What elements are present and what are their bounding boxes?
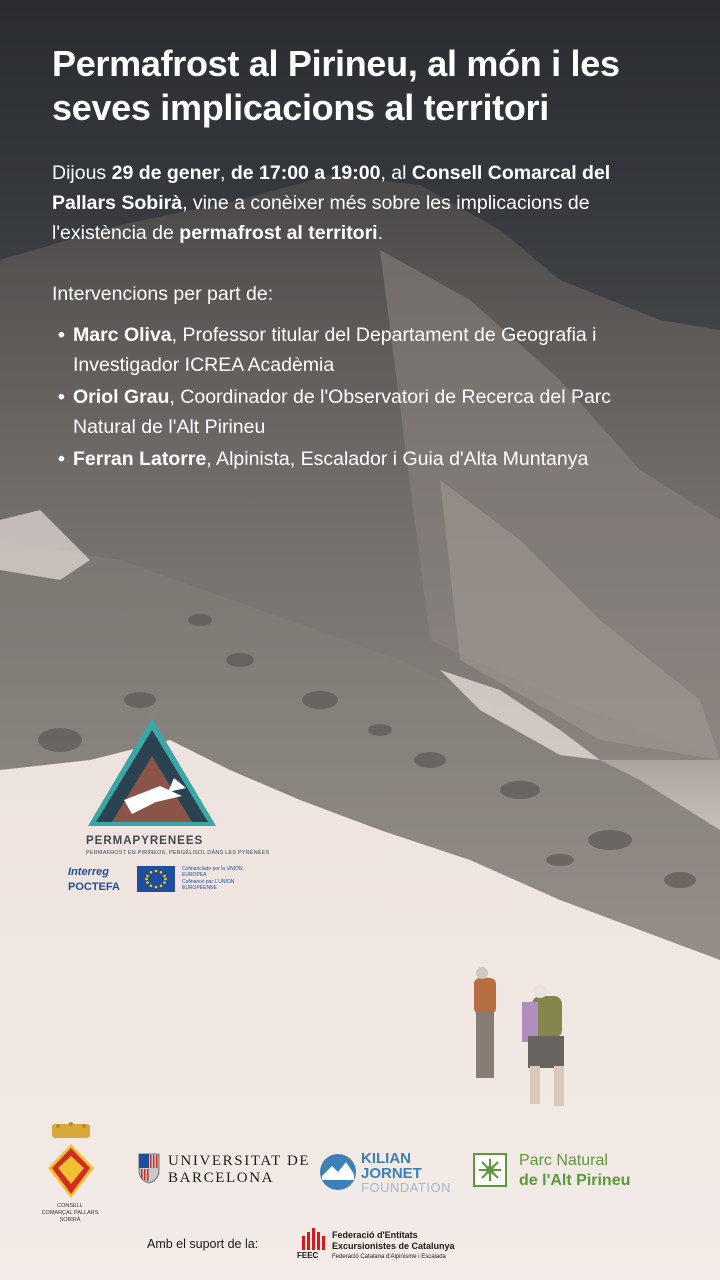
speakers-title: Intervencions per part de: xyxy=(52,283,274,305)
consell-comarcal-label: CONSELL COMARCAL PALLARS SOBIRÀ xyxy=(41,1203,99,1223)
ub-logo-text xyxy=(168,1153,310,1187)
interreg-label: Interreg xyxy=(68,866,109,878)
desc-text: , xyxy=(220,162,231,184)
ub-shield-icon xyxy=(137,1152,161,1184)
feec-tag: FEEC xyxy=(297,1251,319,1260)
feec-line-2: Excursionistes de Catalunya xyxy=(332,1241,455,1251)
kilian-jornet-name xyxy=(361,1151,422,1181)
kj-line-1: KILIAN xyxy=(361,1150,411,1167)
event-date: 29 de gener xyxy=(111,162,220,184)
parc-natural-logo-icon xyxy=(473,1153,507,1187)
kilian-jornet-logo-icon xyxy=(318,1152,358,1192)
event-topic: permafrost al territori xyxy=(179,222,378,244)
feec-line-3: Federació Catalana d'Alpinisme i Escalada xyxy=(332,1254,446,1260)
event-time: de 17:00 a 19:00 xyxy=(230,162,381,184)
kilian-jornet-foundation: FOUNDATION xyxy=(361,1180,451,1195)
desc-text: . xyxy=(377,222,384,244)
eu-cofinanced-fr: Cofinancé par L'UNION EUROPÉENNE xyxy=(182,879,235,891)
permapyrenees-logo-icon xyxy=(64,716,244,831)
event-description xyxy=(52,158,672,248)
permapyrenees-name: PERMAPYRENEES xyxy=(86,835,204,847)
speaker-role: , Professor titular del Departament de Geografia i Investigador ICREA Acadèmia xyxy=(73,324,597,376)
event-venue: Consell Comarcal del Pallars Sobirà xyxy=(52,162,611,214)
speaker-role: , Alpinista, Escalador i Guia d'Alta Muntanya xyxy=(206,448,589,470)
eu-cofinanced-es: Cofinanciado por la UNIÓN EUROPEA xyxy=(182,866,243,878)
ub-line-2: BARCELONA xyxy=(168,1170,275,1186)
desc-text: Dijous xyxy=(52,162,112,184)
eu-flag-icon xyxy=(137,866,175,892)
feec-logo-icon xyxy=(300,1226,328,1250)
permapyrenees-subtitle: PERMAFROST EN PIRINEOS, PERGÉLISOL DANS LES PYRÉNÉES xyxy=(86,850,270,856)
speakers-list xyxy=(58,320,658,476)
kj-line-2: JORNET xyxy=(361,1165,422,1182)
consell-comarcal-shield-icon xyxy=(46,1122,96,1202)
desc-text: , al xyxy=(380,162,412,184)
speaker-item xyxy=(58,444,658,474)
speaker-name: Marc Oliva xyxy=(73,324,172,346)
poctefa-label: POCTEFA xyxy=(68,881,120,893)
parc-natural-line-2: de l'Alt Pirineu xyxy=(519,1172,631,1189)
feec-line-1: Federació d'Entitats xyxy=(332,1230,418,1240)
ub-line-1: UNIVERSITAT DE xyxy=(168,1153,311,1169)
support-label: Amb el suport de la: xyxy=(147,1237,259,1251)
speaker-item xyxy=(58,382,658,442)
speaker-name: Oriol Grau xyxy=(73,386,170,408)
event-title: Permafrost al Pirineu, al món i les seves implicacions al territori xyxy=(52,43,620,128)
parc-natural-line-1: Parc Natural xyxy=(519,1152,608,1169)
speaker-item xyxy=(58,320,658,380)
speaker-name: Ferran Latorre xyxy=(73,448,207,470)
desc-text: , vine a conèixer més sobre les implicacions de l'existència de xyxy=(52,192,590,244)
speaker-role: , Coordinador de l'Observatori de Recerca del Parc Natural de l'Alt Pirineu xyxy=(73,386,612,438)
